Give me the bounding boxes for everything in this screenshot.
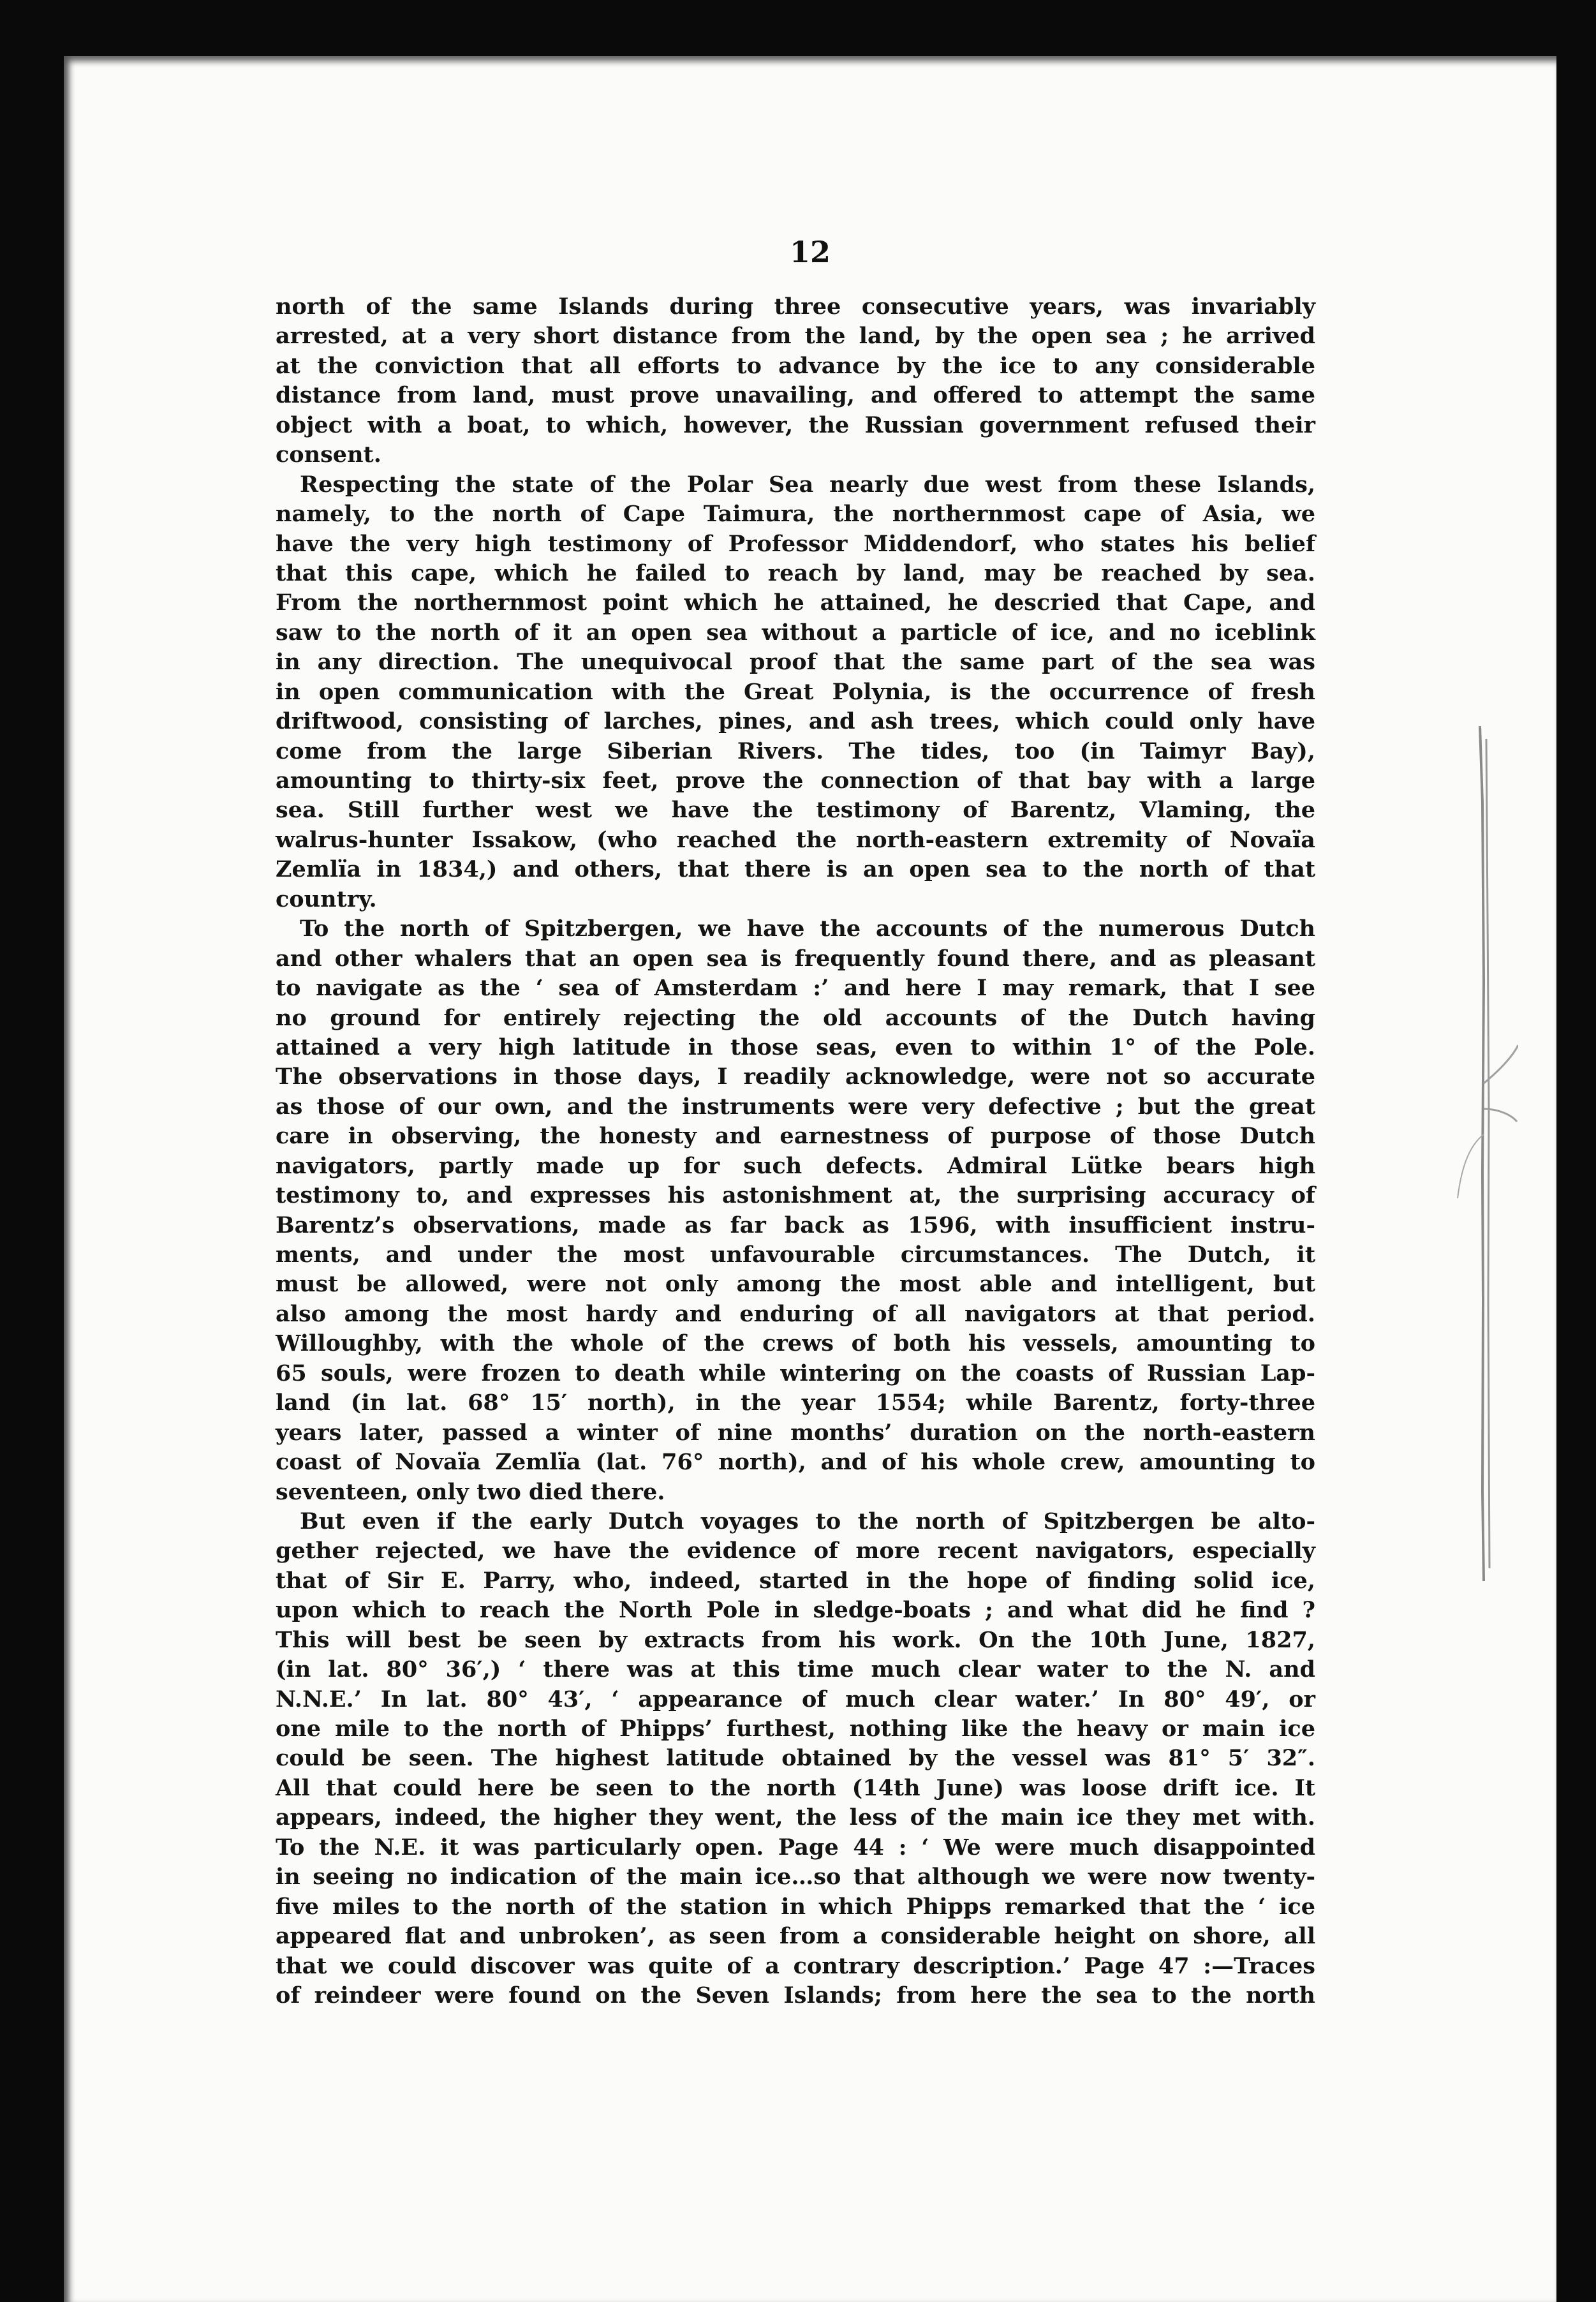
text-line: as those of our own, and the instruments were very defective ; but the great — [276, 1093, 1315, 1120]
text-line: that we could discover was quite of a contrary description.’ Page 47 :—Traces — [276, 1952, 1315, 1979]
text-line: at the conviction that all efforts to advance by the ice to any considerable — [276, 352, 1315, 379]
pencil-margin-mark — [1454, 726, 1518, 1587]
text-line: arrested, at a very short distance from the land, by the open sea ; he arrived — [276, 323, 1315, 350]
text-line: must be allowed, were not only among the most able and intelligent, but — [276, 1271, 1315, 1298]
text-line: to navigate as the ‘ sea of Amsterdam :’ and here I may remark, that I see — [276, 975, 1315, 1002]
page-number: 12 — [789, 235, 831, 269]
text-line: no ground for entirely rejecting the old accounts of the Dutch having — [276, 1004, 1315, 1031]
text-line: that of Sir E. Parry, who, indeed, started in the hope of finding solid ice, — [276, 1567, 1315, 1594]
text-line: N.N.E.’ In lat. 80° 43′, ‘ appearance of much clear water.’ In 80° 49′, or — [276, 1686, 1315, 1712]
text-line: appeared flat and unbroken’, as seen from a considerable height on shore, all — [276, 1923, 1315, 1950]
text-line: To the N.E. it was particularly open. Page 44 : ‘ We were much disappointed — [276, 1834, 1315, 1860]
text-line: land (in lat. 68° 15′ north), in the year 1554; while Barentz, forty-three — [276, 1390, 1315, 1416]
text-line: driftwood, consisting of larches, pines, and ash trees, which could only have — [276, 708, 1315, 735]
text-line: attained a very high latitude in those seas, even to within 1° of the Pole. — [276, 1034, 1315, 1060]
text-line: walrus-hunter Issakow, (who reached the north-eastern extremity of Novaïa — [276, 826, 1315, 853]
text-line: Zemlïa in 1834,) and others, that there is an open sea to the north of that — [276, 856, 1315, 883]
text-line: come from the large Siberian Rivers. The tides, too (in Taimyr Bay), — [276, 738, 1315, 764]
text-line: coast of Novaïa Zemlïa (lat. 76° north), and of his whole crew, amounting to — [276, 1449, 1315, 1476]
text-line: five miles to the north of the station in which Phipps remarked that the ‘ ice — [276, 1893, 1315, 1920]
text-line: seventeen, only two died there. — [276, 1478, 665, 1505]
text-line: in seeing no indication of the main ice…so that although we were now twenty- — [276, 1864, 1315, 1890]
text-line: navigators, partly made up for such defects. Admiral Lütke bears high — [276, 1152, 1315, 1179]
text-line: years later, passed a winter of nine months’ duration on the north-eastern — [276, 1419, 1315, 1446]
text-line: in any direction. The unequivocal proof that the same part of the sea was — [276, 649, 1315, 676]
text-line: distance from land, must prove unavailing, and offered to attempt the same — [276, 382, 1315, 409]
text-line: But even if the early Dutch voyages to the north of Spitzbergen be alto- — [300, 1508, 1315, 1534]
text-line: This will best be seen by extracts from his work. On the 10th June, 1827, — [276, 1626, 1315, 1653]
body-text — [276, 292, 1315, 2010]
text-line: testimony to, and expresses his astonishment at, the surprising accuracy of — [276, 1182, 1315, 1209]
text-line: upon which to reach the North Pole in sledge-boats ; and what did he find ? — [276, 1597, 1315, 1624]
text-line: care in observing, the honesty and earnestness of purpose of those Dutch — [276, 1123, 1315, 1150]
text-line: north of the same Islands during three consecutive years, was invariably — [276, 293, 1315, 320]
text-line: have the very high testimony of Professor Middendorf, who states his belief — [276, 530, 1315, 557]
text-line: and other whalers that an open sea is frequently found there, and as pleasant — [276, 945, 1315, 972]
text-line: of reindeer were found on the Seven Islands; from here the sea to the north — [276, 1982, 1315, 2009]
text-line: object with a boat, to which, however, the Russian government refused their — [276, 412, 1315, 438]
text-line: ments, and under the most unfavourable circumstances. The Dutch, it — [276, 1242, 1315, 1268]
text-line: consent. — [276, 442, 381, 468]
text-line: From the northernmost point which he attained, he descried that Cape, and — [276, 590, 1315, 616]
text-line: in open communication with the Great Polynia, is the occurrence of fresh — [276, 678, 1315, 705]
text-line: appears, indeed, the higher they went, the less of the main ice they met with. — [276, 1804, 1315, 1831]
book-page — [64, 56, 1556, 2302]
text-line: All that could here be seen to the north (14th June) was loose drift ice. It — [276, 1774, 1315, 1801]
text-line: Barentz’s observations, made as far back as 1596, with insufficient instru- — [276, 1212, 1315, 1238]
text-line: one mile to the north of Phipps’ furthest, nothing like the heavy or main ice — [276, 1716, 1315, 1742]
text-line: amounting to thirty-six feet, prove the connection of that bay with a large — [276, 768, 1315, 794]
text-line: 65 souls, were frozen to death while wintering on the coasts of Russian Lap- — [276, 1360, 1315, 1386]
text-line: also among the most hardy and enduring of all navigators at that period. — [276, 1300, 1315, 1327]
text-line: The observations in those days, I readily acknowledge, were not so accurate — [276, 1064, 1315, 1090]
text-line: Respecting the state of the Polar Sea nearly due west from these Islands, — [300, 471, 1315, 498]
text-line: gether rejected, we have the evidence of more recent navigators, especially — [276, 1538, 1315, 1564]
text-line: could be seen. The highest latitude obtained by the vessel was 81° 5′ 32″. — [276, 1745, 1315, 1772]
text-line: To the north of Spitzbergen, we have the accounts of the numerous Dutch — [300, 916, 1315, 942]
text-line: (in lat. 80° 36′,) ‘ there was at this time much clear water to the N. and — [276, 1656, 1315, 1683]
text-line: country. — [276, 886, 377, 912]
text-line: Willoughby, with the whole of the crews of both his vessels, amounting to — [276, 1330, 1315, 1357]
text-line: that this cape, which he failed to reach by land, may be reached by sea. — [276, 560, 1315, 586]
text-line: sea. Still further west we have the testimony of Barentz, Vlaming, the — [276, 797, 1315, 824]
text-line: namely, to the north of Cape Taimura, the northernmost cape of Asia, we — [276, 501, 1315, 528]
text-line: saw to the north of it an open sea without a particle of ice, and no iceblink — [276, 619, 1315, 646]
